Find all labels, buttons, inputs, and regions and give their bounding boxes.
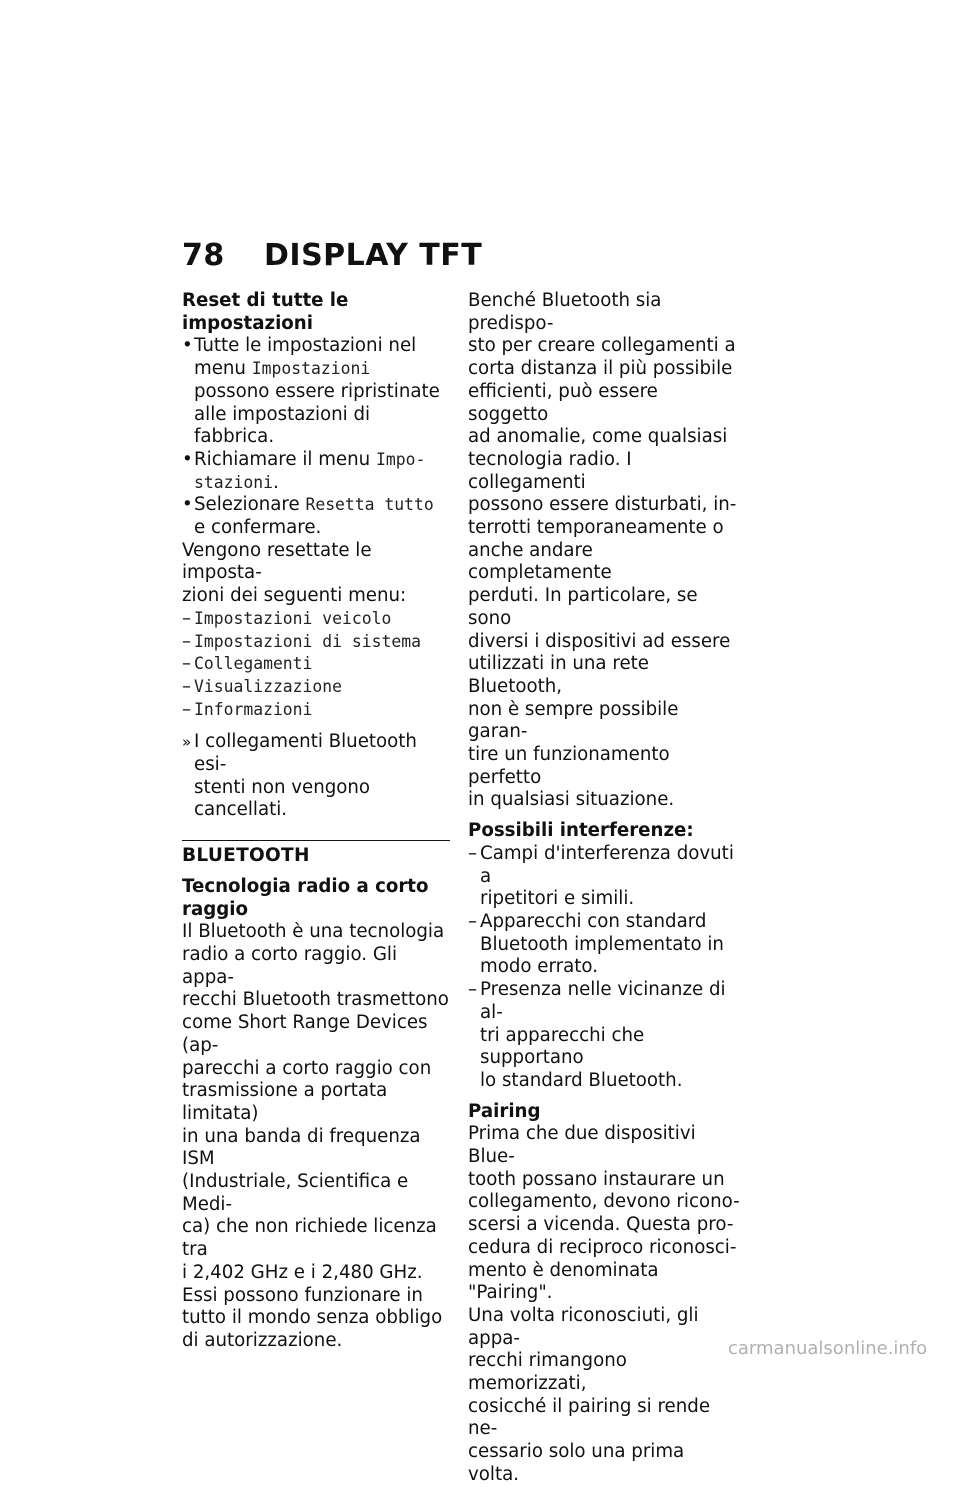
reset-info: Vengono resettate le imposta- zioni dei seguenti menu:: [182, 539, 407, 607]
list-item: – Visualizzazione: [182, 675, 343, 697]
menu-name: Resetta tutto: [305, 495, 434, 515]
section-title: BLUETOOTH: [182, 840, 450, 868]
left-column: [182, 290, 450, 1353]
watermark: carmanualsonline.info: [728, 1338, 928, 1359]
list-item: – Impostazioni di sistema: [182, 630, 421, 652]
interference-list: [468, 843, 740, 1093]
reset-step-2: • Richiamare il menu Impo- stazioni.: [182, 448, 426, 493]
list-item: – Impostazioni veicolo: [182, 607, 392, 629]
page-title: DISPLAY TFT: [264, 238, 483, 273]
list-item: – Presenza nelle vicinanze di al- tri apparecchi che supportano lo standard Bluetooth.: [468, 979, 726, 1091]
reset-result: » I collegamenti Bluetooth esi- stenti non vengono cancellati.: [182, 731, 417, 821]
intro-paragraph: Benché Bluetooth sia predispo- sto per creare collegamenti a corta distanza il più possibile efficienti, può essere soggetto ad anomalie, come qualsiasi tecnologia radio. I collegamenti possono essere disturbati, in- terrotti temporaneamente o anche andare completamente perduti. In particolare, se sono diversi i dispositivi ad essere utilizzati in una rete Bluetooth, non è sempre possibile garan- tire un funzionamento perfetto in qualsiasi situazione.: [468, 290, 737, 811]
result-arrow-icon: »: [182, 733, 192, 752]
bullet-icon: •: [182, 494, 193, 516]
list-item: – Collegamenti: [182, 653, 313, 675]
tech-heading: Tecnologia radio a corto raggio: [182, 875, 429, 920]
menu-name: Impostazioni: [251, 359, 371, 379]
tech-paragraph: Il Bluetooth è una tecnologia radio a corto raggio. Gli appa- recchi Bluetooth trasmettono come Short Range Devices (ap- parecchi a corto raggio con trasmissione a portata limitata) in una banda di frequenza ISM (Industriale, Scientifica e Medi- ca) che non richiede licenza tra i 2,402 GHz e i 2,480 GHz. Essi possono funzionare in tutto il mondo senza obbligo di autorizzazione.: [182, 921, 449, 1351]
interference-heading: Possibili interferenze:: [468, 820, 694, 842]
bullet-icon: •: [182, 335, 193, 357]
list-item: – Campi d'interferenza dovuti a ripetitori e simili.: [468, 842, 734, 910]
list-item: – Informazioni: [182, 698, 313, 720]
reset-heading: Reset di tutte le impostazioni: [182, 290, 349, 334]
menu-name: stazioni: [194, 472, 273, 492]
bullet-icon: •: [182, 448, 193, 470]
pairing-paragraph: Prima che due dispositivi Blue- tooth possano instaurare un collegamento, devono ricono- scersi a vicenda. Questa pro- cedura di reciproco riconosci- mento è denominata "Pairing". Una volta riconosciuti, gli appa- recchi rimangono memorizzati, cosicché il pairing si rende ne- cessario solo una prima volta.: [468, 1123, 740, 1485]
page-number: 78: [182, 238, 225, 273]
reset-step-3: • Selezionare Resetta tutto e confermare.: [182, 494, 434, 539]
menu-name: Impo-: [375, 449, 426, 469]
menu-list: [182, 608, 450, 722]
right-column: [468, 290, 740, 1487]
reset-step-1: • Tutte le impostazioni nel menu Impostazioni possono essere ripristinate alle impostazioni di fabbrica.: [182, 335, 440, 448]
list-item: – Apparecchi con standard Bluetooth implementato in modo errato.: [468, 910, 724, 978]
pairing-heading: Pairing: [468, 1100, 541, 1122]
